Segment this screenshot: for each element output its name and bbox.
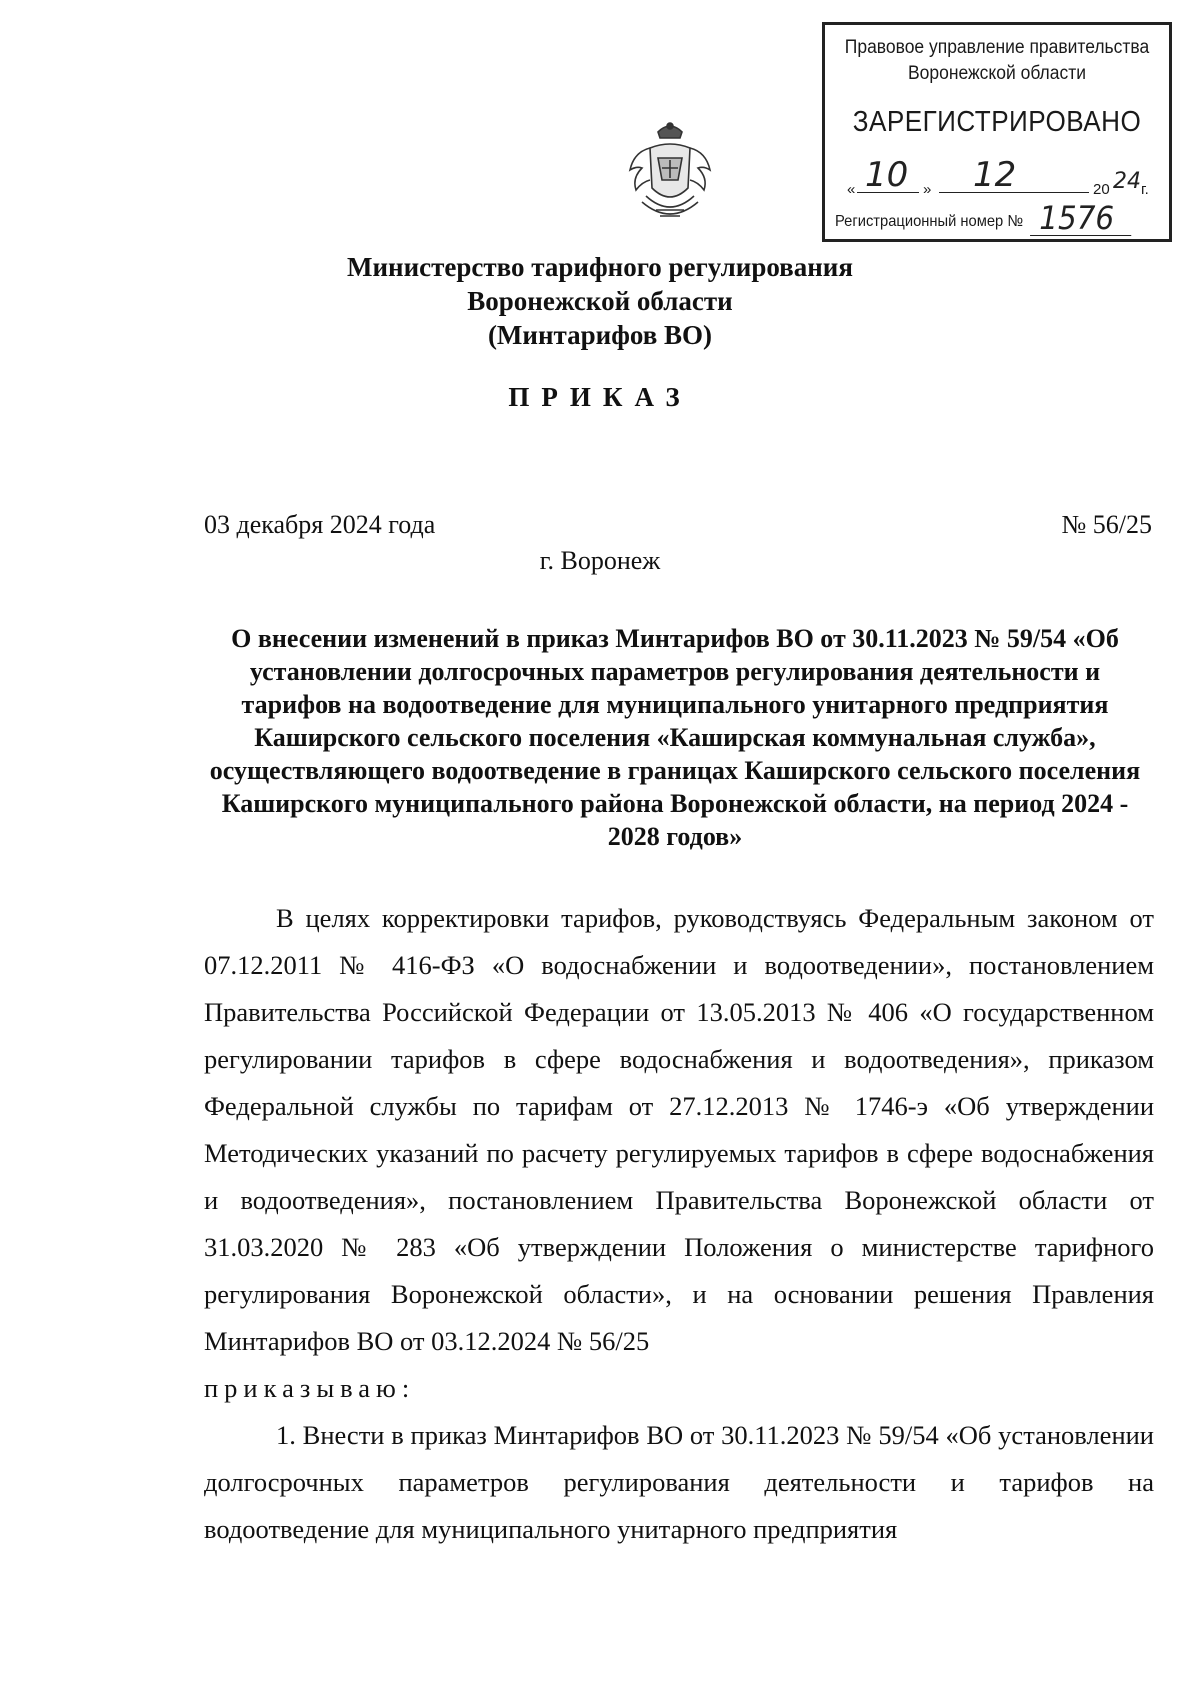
document-number: № 56/25	[1061, 510, 1152, 539]
ministry-line1: Министерство тарифного регулирования	[347, 252, 853, 282]
stamp-year-prefix: 20	[1093, 181, 1110, 198]
stamp-org-line1: Правовое управление правительства	[844, 37, 1150, 58]
registration-stamp	[822, 22, 1172, 242]
body-preamble: В целях корректировки тарифов, руководствуясь Федеральным законом от 07.12.2011 № 416-ФЗ «О водоснабжении и водоотведении», постановлением Правительства Российской Федерации от 13.05.2013 № 406 «О государственном регулировании тарифов в сфере водоснабжения и водоотведения», приказом Федеральной службы по тарифам от 27.12.2013 № 1746-э «Об утверждении Методических указаний по расчету регулируемых тарифов в сфере водоснабжения и водоотведения», постановлением Правительства Воронежской области от 31.03.2020 № 283 «Об утверждении Положения о министерстве тарифного регулирования Воронежской области», и на основании решения Правления Минтарифов ВО от 03.12.2024 № 56/25	[204, 903, 1154, 1356]
body-decree: приказываю:	[204, 1373, 416, 1403]
document-body	[204, 895, 1154, 1553]
ministry-line2: Воронежской области	[467, 286, 733, 316]
stamp-year-mark: г.	[1141, 181, 1149, 198]
document-date: 03 декабря 2024 года	[204, 510, 436, 539]
stamp-org	[839, 35, 1155, 87]
body-item-1: 1. Внести в приказ Минтарифов ВО от 30.11.2023 № 59/54 «Об установлении долгосрочных параметров регулирования деятельности и тарифов на водоотведение для муниципального унитарного предприятия	[204, 1420, 1154, 1544]
ministry-line3: (Минтарифов ВО)	[487, 320, 713, 350]
stamp-reg-label: Регистрационный номер №	[835, 213, 1024, 230]
stamp-org-line2: Воронежской области	[907, 63, 1086, 84]
document-type: ПРИКАЗ	[508, 382, 692, 412]
stamp-day: 10	[865, 155, 909, 195]
stamp-date-row: « 10 » 12 20 24 г.	[847, 155, 1149, 198]
stamp-year-suffix: 24	[1113, 169, 1141, 194]
stamp-reg-number: 1576	[1039, 199, 1115, 237]
stamp-registered: ЗАРЕГИСТРИРОВАНО	[852, 106, 1142, 138]
coat-of-arms-icon	[620, 118, 720, 228]
document-title: О внесении изменений в приказ Минтарифов ВО от 30.11.2023 № 59/54 «Об установлении долгосрочных параметров регулирования деятельности и тарифов на водоотведение для муниципального унитарного предприятия Каширского сельского поселения «Каширская коммунальная служба», осуществляющего водоотведение в границах Каширского сельского поселения Каширского муниципального района Воронежской области, на период 2024 - 2028 годов»	[209, 624, 1141, 851]
stamp-month: 12	[973, 155, 1017, 195]
document-city: г. Воронеж	[539, 546, 661, 575]
ministry-header	[0, 250, 1200, 352]
stamp-number-row	[835, 199, 1133, 241]
